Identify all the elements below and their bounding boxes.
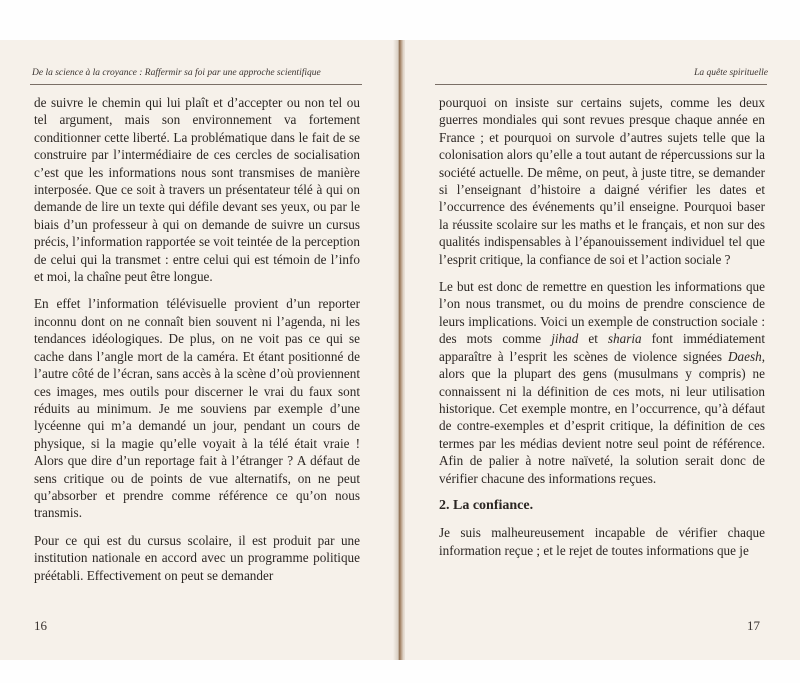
paragraph: Je suis malheureusement incapable de vérifier chaque information reçue ; et le rejet de toutes informations que je bbox=[439, 525, 765, 558]
paragraph: de suivre le chemin qui lui plaît et d’accepter ou non tel ou tel argument, mais son environnement va fortement conditionner cette liberté. La problématique dans le fait de se construire par l’intermédiaire de ces cercles de socialisation c’est que les informations nous sont transmises de manière interposée. Que ce soit à travers un présentateur télé à qui on demande de lire un texte qui défile devant ses yeux, ou par le biais d’un professeur à qui on demande de suivre un cursus précis, l’information rapportée se voit teintée de la perception de celui qui la transmet : entre celui qui est témoin de l’info et moi, la chaîne peut être longue. bbox=[34, 95, 360, 285]
paragraph: Pour ce qui est du cursus scolaire, il est produit par une institution nationale en accord avec un programme politique préétabli. Effectivement on peut se demander bbox=[34, 532, 360, 583]
right-page-body bbox=[439, 94, 765, 569]
term-daesh: Daesh bbox=[728, 348, 762, 364]
paragraph-text: font immédiatement apparaître à l’esprit les scènes de violence signées bbox=[439, 331, 765, 364]
term-jihad: jihad bbox=[551, 331, 579, 347]
right-page bbox=[405, 40, 800, 660]
header-rule-right bbox=[435, 84, 767, 85]
paragraph: pourquoi on insiste sur certains sujets, comme les deux guerres mondiales qui sont revues presque chaque année en France ; et pourquoi on survole d’autres sujets telle que la colonisation alors qu’elle a tout autant de répercussions sur la société actuelle. De même, on peut, à juste titre, se demander si l’enseignant d’histoire a daigné vérifier les dates et l’occurrence des événements qu’il enseigne. Pourquoi baser la réussite scolaire sur les maths et le français, et non sur des qualités indispensables à l’épanouissement individuel tel que l’esprit critique, la confiance de soi et l’action sociale ? bbox=[439, 95, 765, 267]
paragraph bbox=[439, 278, 765, 487]
section-number: 2. bbox=[439, 497, 450, 513]
section-title: La confiance. bbox=[453, 497, 534, 513]
term-sharia: sharia bbox=[607, 331, 642, 347]
section-heading bbox=[439, 497, 765, 514]
left-page bbox=[0, 40, 395, 660]
paragraph-text: Le but est donc de remettre en question les informations que l’on nous transmet, ou du moins de prendre conscience de leurs implications. Voici un exemple de construction sociale : des mots comme bbox=[439, 279, 765, 347]
paragraph: En effet l’information télévisuelle provient d’un reporter inconnu dont on ne connaît bien souvent ni l’agenda, ni les tendances idéologiques. De plus, on ne voit pas ce qui se cache dans l’angle mort de la caméra. Et étant positionné de l’autre côté de l’écran, sans accès à la scène d’où proviennent ces images, mes outils pour discerner le vrai du faux sont réduits au minimum. Je me souviens par exemple d’une lycéenne qui m’a demandé un jour, pendant un cours de physique, si la magie qu’elle voyait à la télé était vraie ! Alors que dire d’un reportage fait à l’étranger ? A défaut de sens critique ou de points de vue alternatifs, on ne peut qu’absorber et prendre comme référence ce qu’on nous transmis. bbox=[34, 296, 360, 521]
header-rule-left bbox=[30, 84, 362, 85]
paragraph-text: , alors que la plupart des gens (musulmans y compris) ne connaissent ni la définition de ces mots, ni leur utilisation historique. Cet exemple montre, en l’occurrence, qu’à défaut de contre-exemples et d’esprit critique, la définition de ces termes par les médias devient notre seul point de référence. Afin de palier à notre naïveté, la solution serait donc de vérifier chacune des informations reçues. bbox=[439, 348, 765, 486]
page-number-right: 17 bbox=[747, 618, 760, 633]
running-head-left: De la science à la croyance : Raffermir sa foi par une approche scientifique bbox=[32, 68, 321, 78]
page-number-left: 16 bbox=[34, 618, 47, 633]
left-page-body bbox=[34, 94, 360, 594]
running-head-right: La quête spirituelle bbox=[694, 68, 768, 78]
conjunction: et bbox=[578, 331, 608, 347]
